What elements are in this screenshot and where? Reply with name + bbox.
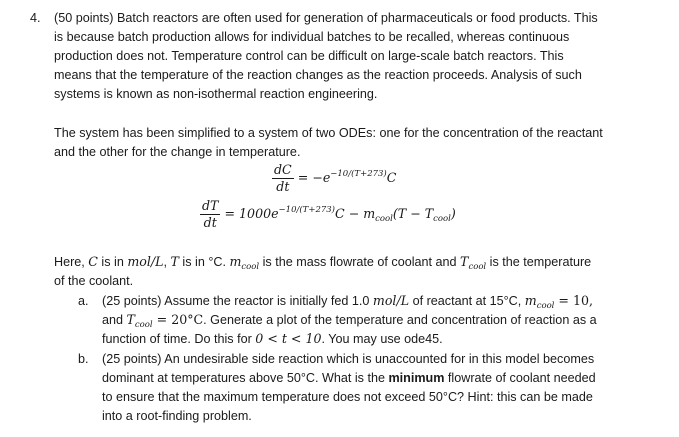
part-a-l1-mid: of reactant at 15°C, [409, 294, 525, 308]
here-text-2: is in [97, 255, 128, 269]
eq2-denominator: dt [203, 215, 217, 230]
here-sub-cool-2: cool [468, 262, 487, 272]
eq1-fraction [272, 162, 294, 195]
here-text-5: is the mass flowrate of coolant and [259, 255, 461, 269]
part-a-l1-pre: (25 points) Assume the reactor is initially fed 1.0 [102, 294, 373, 308]
part-b-line-2 [102, 369, 596, 387]
eq2-rhs-post2: ) [450, 206, 456, 221]
part-a-l3-math: 0 < t < 10 [255, 331, 322, 346]
part-a-l2-pre: and [102, 313, 127, 327]
eq1-denominator: dt [276, 179, 290, 194]
equation-concentration [272, 162, 396, 195]
part-b-l2-pre: dominant at temperatures above 50°C. What is the [102, 371, 389, 385]
variables-line-1 [54, 253, 591, 276]
system-line-2: and the other for the change in temperature. [54, 145, 301, 159]
part-a-l1-m: m [524, 293, 537, 308]
eq2-rhs-mid: C − m [335, 206, 376, 221]
eq1-rhs: = −e [297, 170, 331, 185]
here-var-m: m [229, 254, 242, 269]
variables-line-2: of the coolant. [54, 274, 134, 288]
part-b-line-3: to ensure that the maximum temperature does not exceed 50°C? Hint: this can be made [102, 390, 593, 404]
here-text-4: is in °C. [178, 255, 230, 269]
equation-temperature [200, 198, 456, 231]
intro-line-5: systems is known as non-isothermal reaction engineering. [54, 87, 378, 101]
part-b-l2-post: flowrate of coolant needed [444, 371, 596, 385]
intro-line-1: (50 points) Batch reactors are often used for generation of pharmaceuticals or food products. This [54, 11, 598, 25]
intro-line-3: production does not. Temperature control can be difficult on large-scale batch reactors. This [54, 49, 564, 63]
part-a-label: a. [78, 294, 89, 308]
part-b-label: b. [78, 352, 89, 366]
eq1-numerator: dC [274, 162, 292, 177]
here-text-3: , [163, 255, 171, 269]
eq2-fraction [200, 198, 220, 231]
eq1-c: C [386, 170, 397, 185]
part-a-l2-cool: cool [134, 320, 153, 330]
eq2-sub-cool-2: cool [433, 214, 451, 224]
part-b-line-1: (25 points) An undesirable side reaction which is unaccounted for in this model becomes [102, 352, 595, 366]
eq2-exponent: −10/(T+273) [278, 205, 335, 215]
part-a-l2-post: . Generate a plot of the temperature and concentration of reaction as a [203, 313, 597, 327]
part-b-l2-bold: minimum [388, 371, 445, 385]
part-a-l1-val: = 10, [554, 293, 593, 308]
system-line-1: The system has been simplified to a system of two ODEs: one for the concentration of the reactant [54, 126, 603, 140]
part-a-l1-cool: cool [536, 301, 555, 311]
eq1-exponent: −10/(T+273) [330, 169, 387, 179]
eq2-numerator: dT [202, 198, 219, 213]
here-var-t: T [170, 254, 179, 269]
eq2-rhs-pre: = 1000e [224, 206, 279, 221]
here-unit: mol/L [127, 254, 164, 269]
here-var-c: C [88, 254, 98, 269]
part-a-l3-pre: function of time. Do this for [102, 332, 256, 346]
eq2-rhs-post1: (T − T [392, 206, 434, 221]
part-a-l2-t: T [126, 312, 135, 327]
here-var-t2: T [460, 254, 469, 269]
part-a-l2-val: = 20°C [152, 312, 204, 327]
problem-number: 4. [30, 11, 41, 25]
here-text-6: is the temperature [486, 255, 592, 269]
here-text-1: Here, [54, 255, 89, 269]
intro-line-2: is because batch production allows for individual batches to be recalled, whereas continuous [54, 30, 570, 44]
part-b-line-4: into a root-finding problem. [102, 409, 252, 423]
eq2-sub-cool-1: cool [375, 214, 393, 224]
part-a-l3-post: . You may use ode45. [321, 332, 443, 346]
part-a-line-3 [102, 330, 443, 348]
part-a-l1-unit: mol/L [372, 293, 410, 308]
here-sub-cool: cool [241, 262, 260, 272]
intro-line-4: means that the temperature of the reaction changes as the reaction proceeds. Analysis of such [54, 68, 582, 82]
